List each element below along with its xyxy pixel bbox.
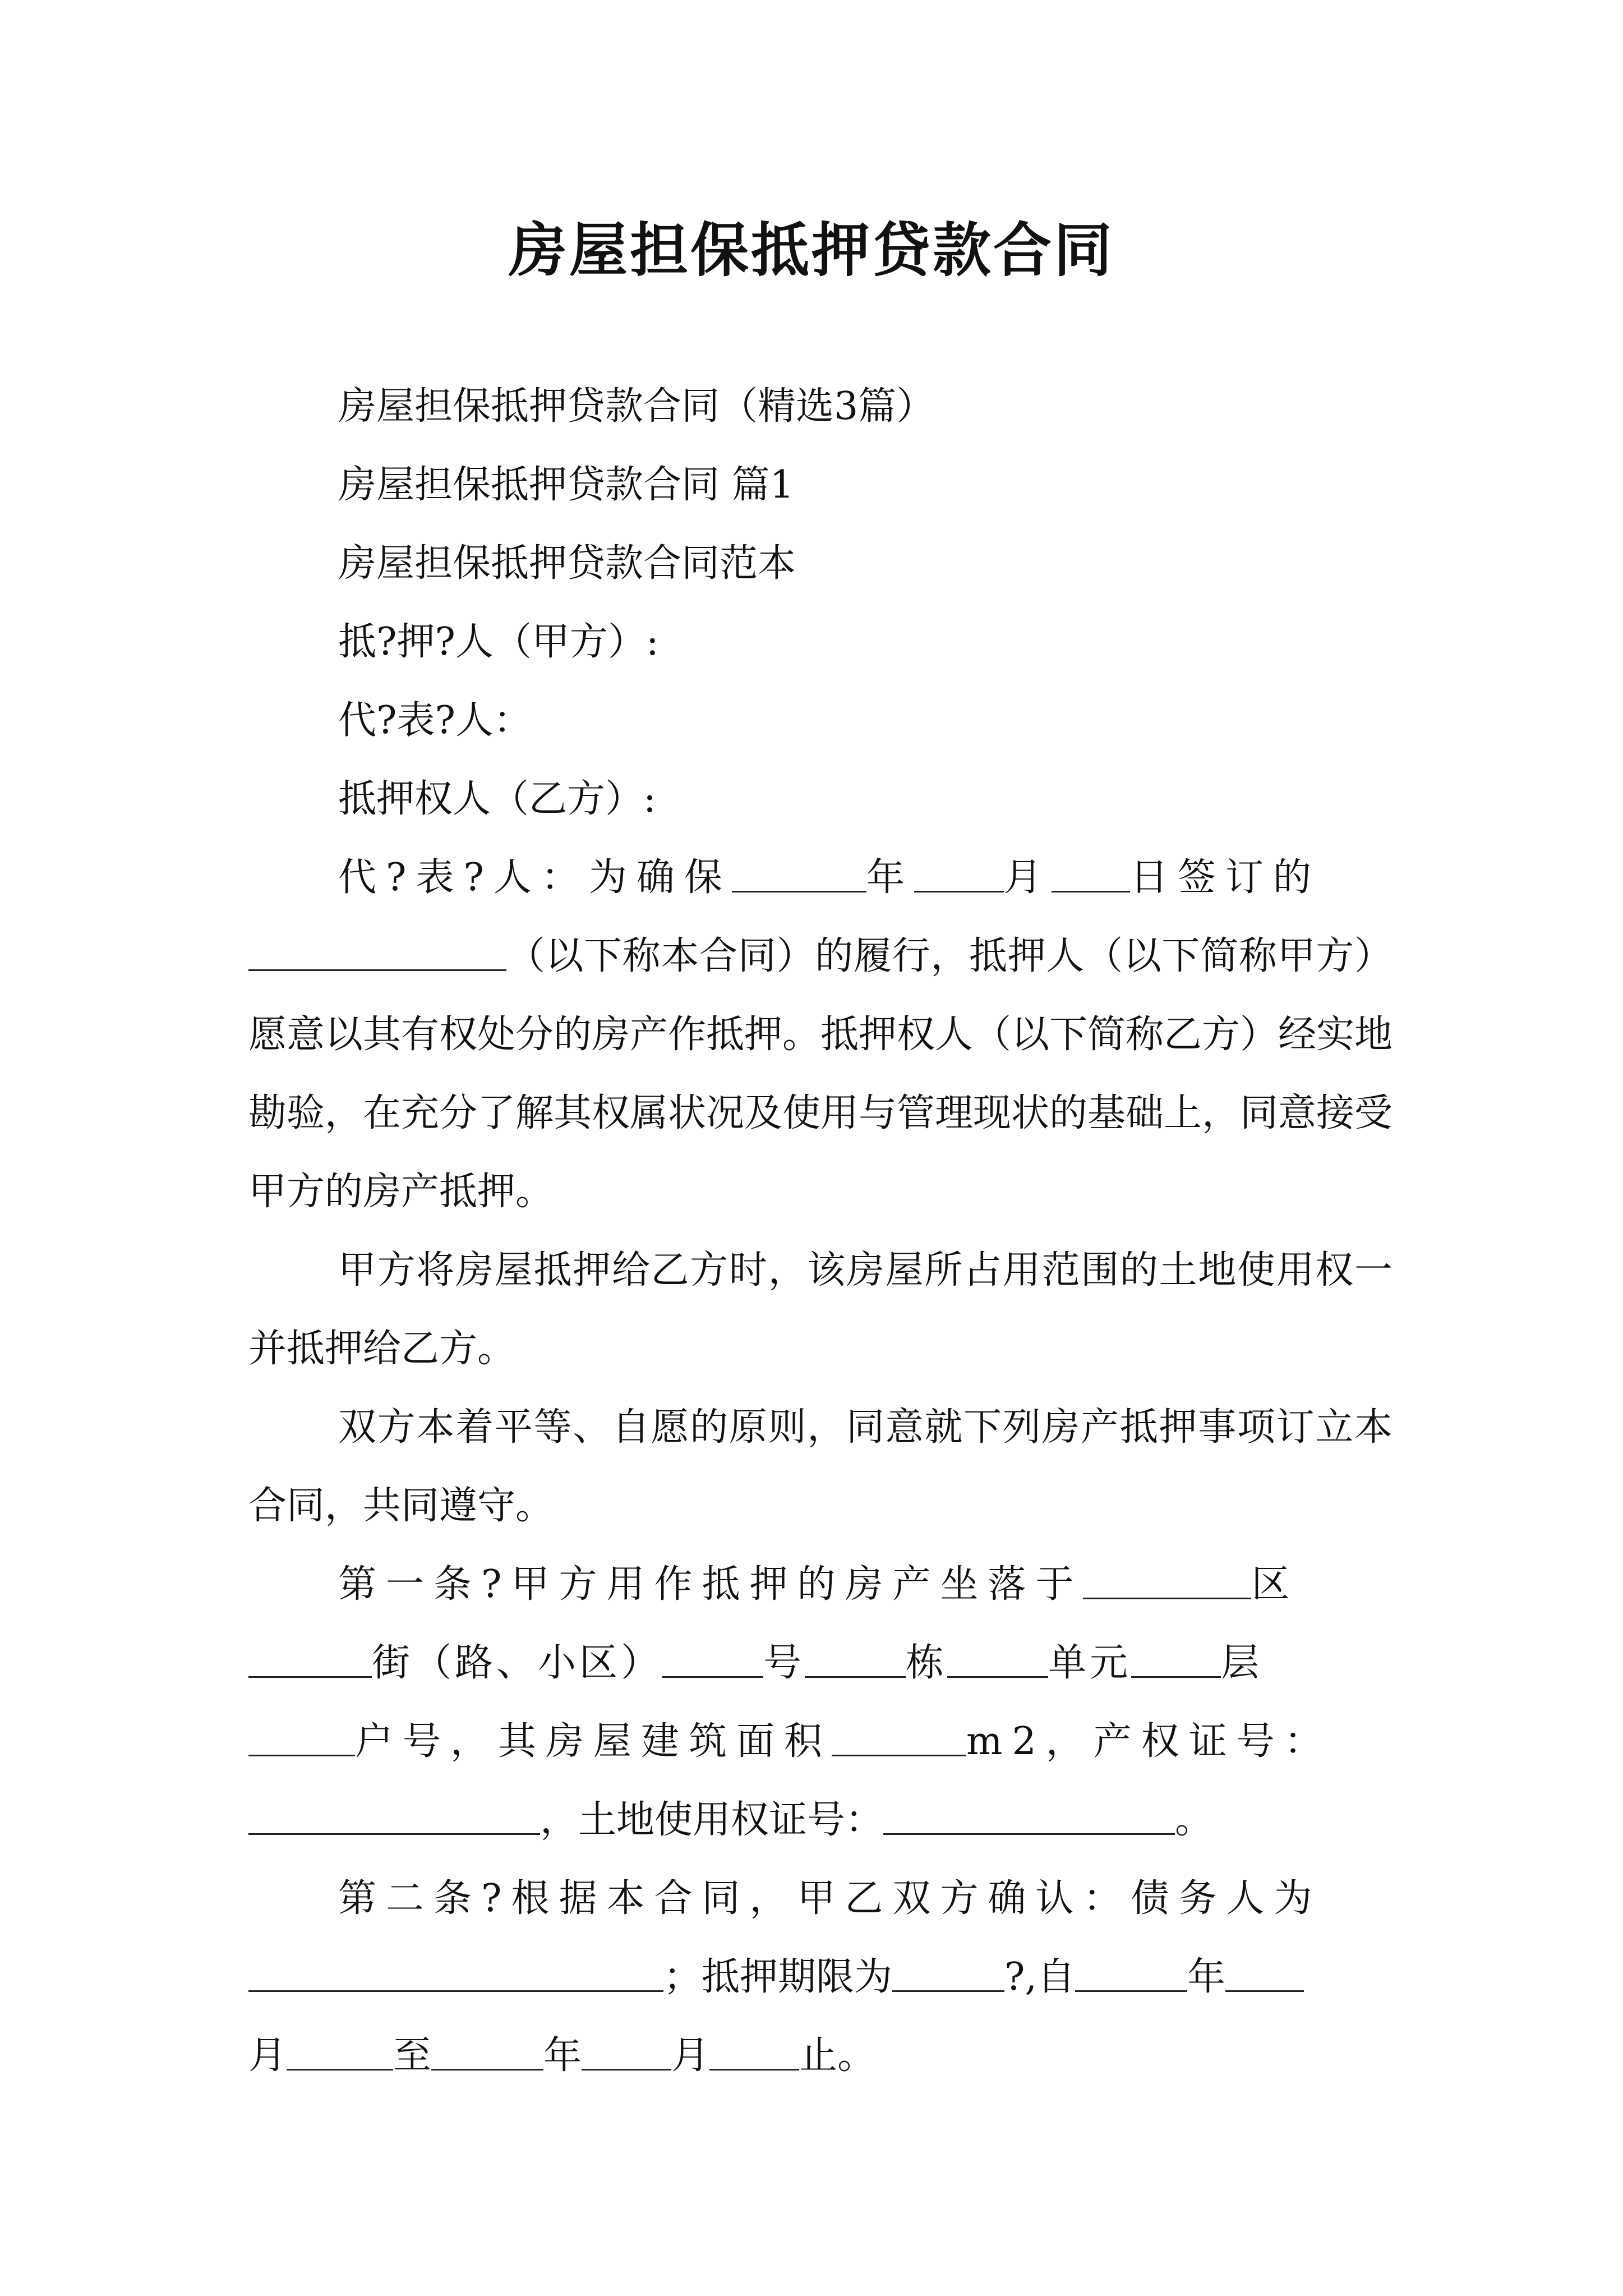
article-2-line3: 月 至 年 月 止。 — [248, 2033, 876, 2078]
fill-blank — [947, 1644, 1048, 1678]
fill-blank — [662, 1644, 763, 1678]
fill-blank — [709, 2036, 799, 2070]
fill-blank — [1225, 1958, 1304, 1992]
fill-blank — [431, 2036, 543, 2070]
fill-blank — [1075, 1958, 1187, 1992]
fill-blank — [914, 858, 1004, 892]
fill-blank — [1131, 1644, 1221, 1678]
section-heading: 房屋担保抵押贷款合同 篇1 — [338, 463, 794, 507]
fill-blank — [287, 2036, 393, 2070]
article-1-line2: 街（路、小区） 号 栋 单元 层 — [248, 1624, 1393, 1703]
fill-blank — [248, 1801, 540, 1835]
fill-blank — [892, 1958, 1004, 1992]
fill-blank — [248, 937, 506, 971]
article-1-line3: 户号，其房屋建筑面积 m2，产权证号： — [248, 1703, 1393, 1781]
fill-blank — [732, 858, 866, 892]
article-1-line4: ，土地使用权证号： 。 — [248, 1781, 1393, 1860]
mortgagor-line: 抵?押?人（甲方）: — [338, 620, 659, 664]
fill-blank — [1052, 858, 1130, 892]
fill-blank — [248, 1644, 372, 1678]
fill-blank — [805, 1644, 906, 1678]
fill-blank — [248, 1958, 663, 1992]
paragraph-land-use: 甲方将房屋抵押给乙方时，该房屋所占用范围的土地使用权一并抵押给乙方。 — [248, 1248, 1393, 1371]
article-2-line2: ；抵押期限为 ?,自 年 — [248, 1938, 1393, 2017]
fill-blank — [248, 1722, 355, 1756]
document-title: 房屋担保抵押贷款合同 — [508, 215, 1114, 284]
representative-line: 代?表?人： — [338, 698, 532, 743]
article-1: 第一条?甲方用作抵押的房产坐落于 区 — [338, 1562, 1299, 1607]
fill-blank — [582, 2036, 671, 2070]
fill-blank — [1083, 1565, 1251, 1599]
mortgagee-line: 抵押权人（乙方）: — [338, 777, 656, 821]
subtitle-line: 房屋担保抵押贷款合同（精选3篇） — [338, 384, 935, 429]
paragraph-principle: 双方本着平等、自愿的原则，同意就下列房产抵押事项订立本合同，共同遵守。 — [248, 1405, 1393, 1528]
fill-blank — [883, 1801, 1175, 1835]
paragraph-purpose: 代?表?人：为确保 年 月 日签订的 — [338, 855, 1321, 900]
paragraph-purpose-cont: （以下称本合同）的履行，抵押人（以下简称甲方）愿意以其有权处分的房产作抵押。抵押权人（以下简称乙方）经实地勘验，在充分了解其权属状况及使用与管理现状的基础上，同意接受甲方的房产抵押。 — [248, 934, 1393, 1214]
article-2: 第二条?根据本合同，甲乙双方确认：债务人为 — [338, 1876, 1322, 1921]
template-heading: 房屋担保抵押贷款合同范本 — [338, 541, 796, 586]
fill-blank — [832, 1722, 966, 1756]
document-body — [248, 367, 1393, 2095]
